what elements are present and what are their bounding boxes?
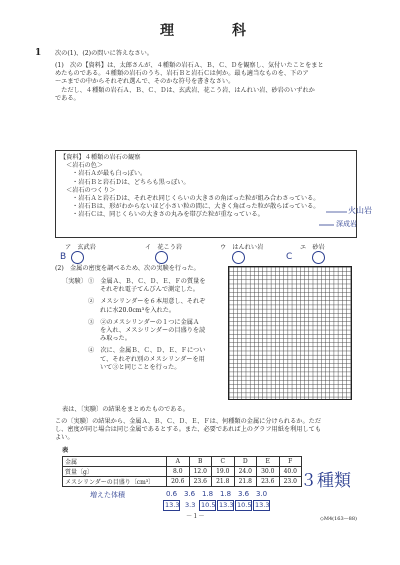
step-line: いて③と同じことを行った。 (100, 363, 181, 371)
hand-ratio: 13.3 (255, 501, 270, 509)
step-line: ③ ②のメスシリンダーの１つに金属Ａ (88, 318, 200, 326)
hand-mark-b: B (60, 252, 67, 262)
table-cell: 20.6 (167, 477, 190, 487)
hand-mark-c: C (286, 252, 293, 262)
data-table (62, 456, 302, 487)
table-header-cell: F (279, 457, 302, 467)
choice-text: 玄武岩 (77, 244, 96, 251)
material-content (60, 154, 320, 220)
page-number: －１－ (186, 513, 205, 520)
table-summary: 表は、〔実験〕の結果をまとめたものである。 (62, 406, 189, 413)
table-header-cell: B (189, 457, 212, 467)
hand-ratio: 13.3 (219, 501, 234, 509)
question-instruction: 次の(1)、(2)の問いに答えなさい。 (55, 50, 153, 57)
hand-volume: 1.8 (202, 490, 214, 498)
table-row-label: メスシリンダーの目盛り〔cm³〕 (63, 477, 167, 487)
table-row (63, 477, 302, 487)
table-cell: 40.0 (279, 467, 302, 477)
choice-mark: ア (65, 244, 72, 251)
table-cell: 21.8 (234, 477, 257, 487)
step-line: ④ 次に、金属Ｂ、Ｃ、Ｄ、Ｅ、Ｆについ (88, 347, 206, 355)
table-cell: 19.0 (212, 467, 235, 477)
graph-paper (228, 266, 352, 400)
q1-intro-line: ただし、４種類の岩石Ａ、Ｂ、Ｃ、Ｄは、玄武岩、花こう岩、はんれい岩、砂岩のいずれか (55, 86, 315, 94)
step-line: ① 金属Ａ、Ｂ、Ｃ、Ｄ、Ｅ、Ｆの質量を (88, 278, 206, 285)
q1-intro-line: めたものである。４種類の岩石のうち、岩石Ｂと岩石Ｃは何か。最も適当なものを、下のア (55, 70, 309, 78)
annotation-volcanic: 火山岩 (348, 206, 372, 215)
q1-intro-line: ～エまでの中からそれぞれ選んで、そのかな符号を書きなさい。 (55, 78, 235, 86)
choice-mark: ウ (220, 244, 227, 251)
experiment-label: 〔実験〕 (62, 278, 87, 285)
table-cell: 24.0 (234, 467, 257, 477)
color-item: ・岩石Ｂと岩石Ｄは、どちらも黒っぽい。 (72, 178, 190, 186)
table-header-cell: 金属 (63, 457, 167, 467)
choice-text: はんれい岩 (232, 244, 264, 251)
hand-volume: 0.6 (166, 490, 178, 498)
step-line: れに水20.0cm³を入れた。 (100, 306, 176, 314)
table-header-cell: A (167, 457, 190, 467)
table-header-cell: C (212, 457, 235, 467)
step-line: それぞれ電子てんびんで測定した。 (100, 286, 199, 294)
hand-volume: 3.0 (256, 490, 268, 498)
document-code: ◇M4(163—88) (320, 516, 357, 522)
hand-volume: 1.8 (220, 490, 232, 498)
step-line: ② メスシリンダーを６本用意し、それぞ (88, 298, 206, 306)
arrow-icon (318, 222, 336, 228)
circle-mark-icon (155, 251, 168, 264)
table-cell: 8.0 (167, 467, 190, 477)
choice-mark: エ (300, 244, 307, 251)
q2-question-line: この〔実験〕の結果から、金属Ａ、Ｂ、Ｃ、Ｄ、Ｅ、Ｆは、何種類の金属に分けられるか。ただ (55, 418, 322, 425)
hand-volume: 3.6 (184, 490, 196, 498)
table-cell: 23.6 (189, 477, 212, 487)
circle-mark-icon (71, 251, 84, 264)
annotation-plutonic: 深成岩 (336, 220, 357, 228)
arrow-icon (325, 208, 349, 216)
choice-mark: イ (145, 244, 152, 251)
hand-ratio: 10.5 (201, 501, 216, 509)
q1-intro-line: である。 (55, 94, 80, 102)
table-cell: 30.0 (257, 467, 280, 477)
choice-text: 砂岩 (312, 244, 325, 251)
question-number: 1 (35, 48, 42, 58)
hand-ratio: 10.5 (237, 501, 252, 509)
material-heading: 【資料】４種類の岩石の観察 (60, 154, 141, 161)
table-cell: 21.8 (212, 477, 235, 487)
q2-intro: (2) 金属の密度を調べるため、次の実験を行った。 (55, 265, 200, 272)
q2-question-line: よい。 (55, 434, 74, 442)
table-cell: 12.0 (189, 467, 212, 477)
step-line: み取った。 (100, 335, 131, 343)
hand-volume: 3.6 (238, 490, 250, 498)
table-cell: 23.6 (257, 477, 280, 487)
color-item: ・岩石Ａが最も白っぽい。 (72, 170, 147, 178)
hand-ratio: 3.3 (185, 501, 196, 509)
table-row-label: 質量〔g〕 (63, 467, 167, 477)
table-caption: 表 (62, 447, 69, 454)
structure-item: ・岩石Ａと岩石Ｄは、それぞれ同じくらいの大きさの角ばった粒が組み合わさっている。 (72, 195, 320, 203)
q1-intro-line: (1) 次の【資料】は、太郎さんが、４種類の岩石Ａ、Ｂ、Ｃ、Ｄを観察し、気付いたことをまと (55, 62, 324, 69)
structure-heading: ＜岩石のつくり＞ (66, 186, 116, 194)
step-line: を入れ、メスシリンダーの目盛りを読 (100, 327, 206, 335)
table-row (63, 467, 302, 477)
structure-item: ・岩石Ｂは、形がわからないほど小さい粒の間に、大きく角ばった粒が散らばっている。 (72, 203, 320, 211)
experiment-steps (88, 278, 206, 372)
page-title: 理 科 (160, 23, 268, 39)
q1-intro (55, 62, 324, 103)
table-header-cell: D (234, 457, 257, 467)
hand-ratio: 13.3 (165, 501, 180, 509)
choice-text: 花こう岩 (157, 244, 183, 251)
step-line: て、それぞれ別のメスシリンダーを用 (100, 355, 205, 363)
table-cell: 23.0 (279, 477, 302, 487)
table-header-row (63, 457, 302, 467)
circle-mark-icon (232, 251, 245, 264)
structure-item: ・岩石Ｃは、同じくらいの大きさの丸みを帯びた粒が重なっている。 (72, 211, 264, 219)
circle-mark-icon (312, 251, 325, 264)
q2-question (55, 418, 321, 443)
table-header-cell: E (257, 457, 280, 467)
hand-volume-label: 増えた体積 (90, 491, 125, 499)
q2-question-line: し、密度が同じ場合は同じ金属であるとする。また、必要であれば上のグラフ用紙を利用しても (55, 426, 322, 434)
color-heading: ＜岩石の色＞ (66, 162, 104, 170)
hand-answer: ３種類 (300, 471, 351, 491)
